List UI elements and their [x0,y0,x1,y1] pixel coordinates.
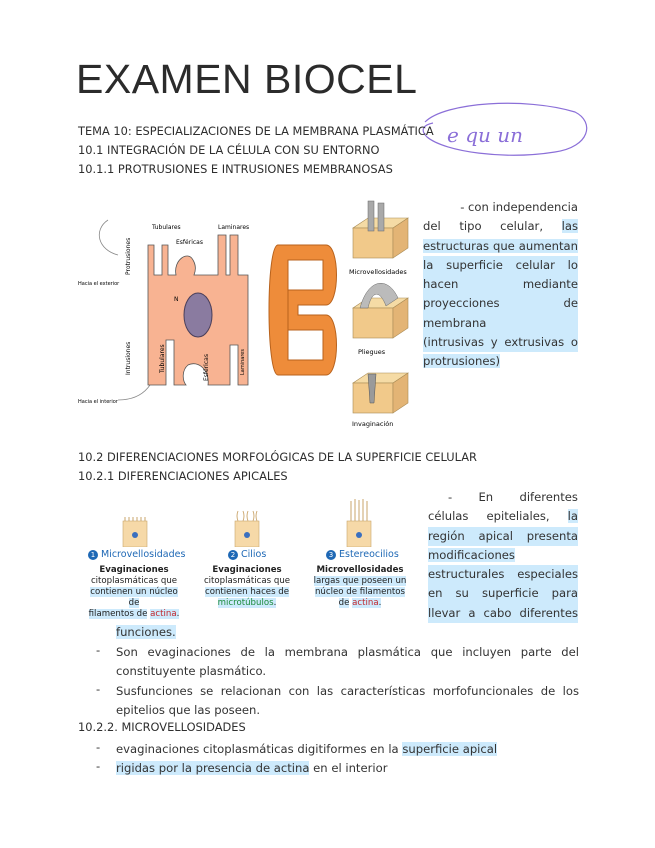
s1-line-4: la superficie celular lo [423,256,578,275]
microvilli-cell-icon [120,515,150,547]
bullet-dash-3: - [96,740,101,754]
apical-item-2-desc: Evaginaciones citoplasmáticas que contienen haces de microtúbulos. [203,565,291,608]
bullet-1-text: Son evaginaciones de la membrana plasmática que incluyen parte del constituyente plasmático. [116,645,579,679]
s1-line-3: estructuras que aumentan [423,238,578,253]
label-protrusiones: Protrusiones [125,237,132,275]
heading-10-1: 10.1 INTEGRACIÓN DE LA CÉLULA CON SU ENTORNO [78,143,380,157]
heading-10-2-1: 10.2.1 DIFERENCIACIONES APICALES [78,469,288,483]
bullet-3-text: evaginaciones citoplasmáticas digitiformes en la superficie apical [116,742,498,756]
label-intrusiones: Intrusiones [125,341,132,375]
apical-figure [84,495,414,620]
apical-item-2-title: 2 Cilios [228,549,266,560]
label-hacia-exterior: Hacia el exterior [78,281,120,287]
heading-tema-10: TEMA 10: ESPECIALIZACIONES DE LA MEMBRANA PLASMÁTICA [78,124,434,138]
s2-line-6: en su superficie para [428,584,578,603]
s1-line-1: - con independencia [460,200,578,214]
section2-text [428,488,578,623]
apical-item-3-title: 3 Estereocilios [326,549,399,560]
label-microvellosidades-3d: Microvellosidades [349,268,407,276]
apical-item-1-desc: Evaginaciones citoplasmáticas que contienen un núcleo de filamentos de actina. [88,565,180,619]
bullet-dash-1: - [96,643,101,657]
label-esfericas: Esféricas [176,239,203,246]
s1-line-2: del tipo celular, las [423,219,578,234]
label-esfericas-2: Esféricas [203,354,210,381]
document-title: EXAMEN BIOCEL [76,56,418,102]
section1-text [423,198,578,372]
s2-line-2: células epiteliales, la [428,509,578,524]
s2-line-4: modificaciones [428,547,515,562]
bullet-dash-2: - [96,682,101,696]
apical-item-3-desc: Microvellosidades largas que poseen un núcleo de filamentos de actina. [313,565,407,608]
label-hacia-interior: Hacia el interior [78,399,118,405]
s1-line-7: (intrusivas y extrusivas o [423,333,578,352]
bullet-dash-4: - [96,759,101,773]
s2-line-8: funciones. [116,625,176,639]
membrane-projections-diagram [348,198,418,430]
s1-line-8: protrusiones) [423,354,501,369]
label-pliegues: Pliegues [358,348,386,356]
s2-line-1: - En diferentes [448,490,578,504]
s2-line-3: región apical presenta [428,527,578,546]
apical-item-1-title: 1 Microvellosidades [88,549,185,560]
heading-10-1-1: 10.1.1 PROTRUSIONES E INTRUSIONES MEMBRANOSAS [78,162,393,176]
handwritten-annotation [405,92,605,172]
stereocilia-cell-icon [344,498,374,547]
bullet-2-text: Susfunciones se relacionan con las características morfofuncionales de los epitelios que las poseen. [116,684,579,718]
label-laminares-2: Laminares [240,349,246,375]
bullet-4-text: rigidas por la presencia de actina en el interior [116,761,388,775]
s1-line-6: proyecciones de membrana [423,294,578,333]
s1-line-5: hacen mediante [423,275,578,294]
label-laminares: Laminares [218,224,250,231]
cilia-cell-icon [232,510,262,547]
s2-line-7: llevar a cabo diferentes [428,604,578,623]
handwriting-text: e qu un [447,123,523,147]
label-tubulares: Tubulares [152,224,181,231]
label-nucleus: N [174,296,179,303]
label-invaginacion: Invaginación [352,420,394,428]
s2-line-5: estructurales especiales [428,565,578,584]
label-tubulares-2: Tubulares [159,344,166,373]
heading-10-2-2: 10.2.2. MICROVELLOSIDADES [78,720,246,734]
heading-10-2: 10.2 DIFERENCIACIONES MORFOLÓGICAS DE LA SUPERFICIE CELULAR [78,450,477,464]
protrusions-diagram [78,205,346,410]
